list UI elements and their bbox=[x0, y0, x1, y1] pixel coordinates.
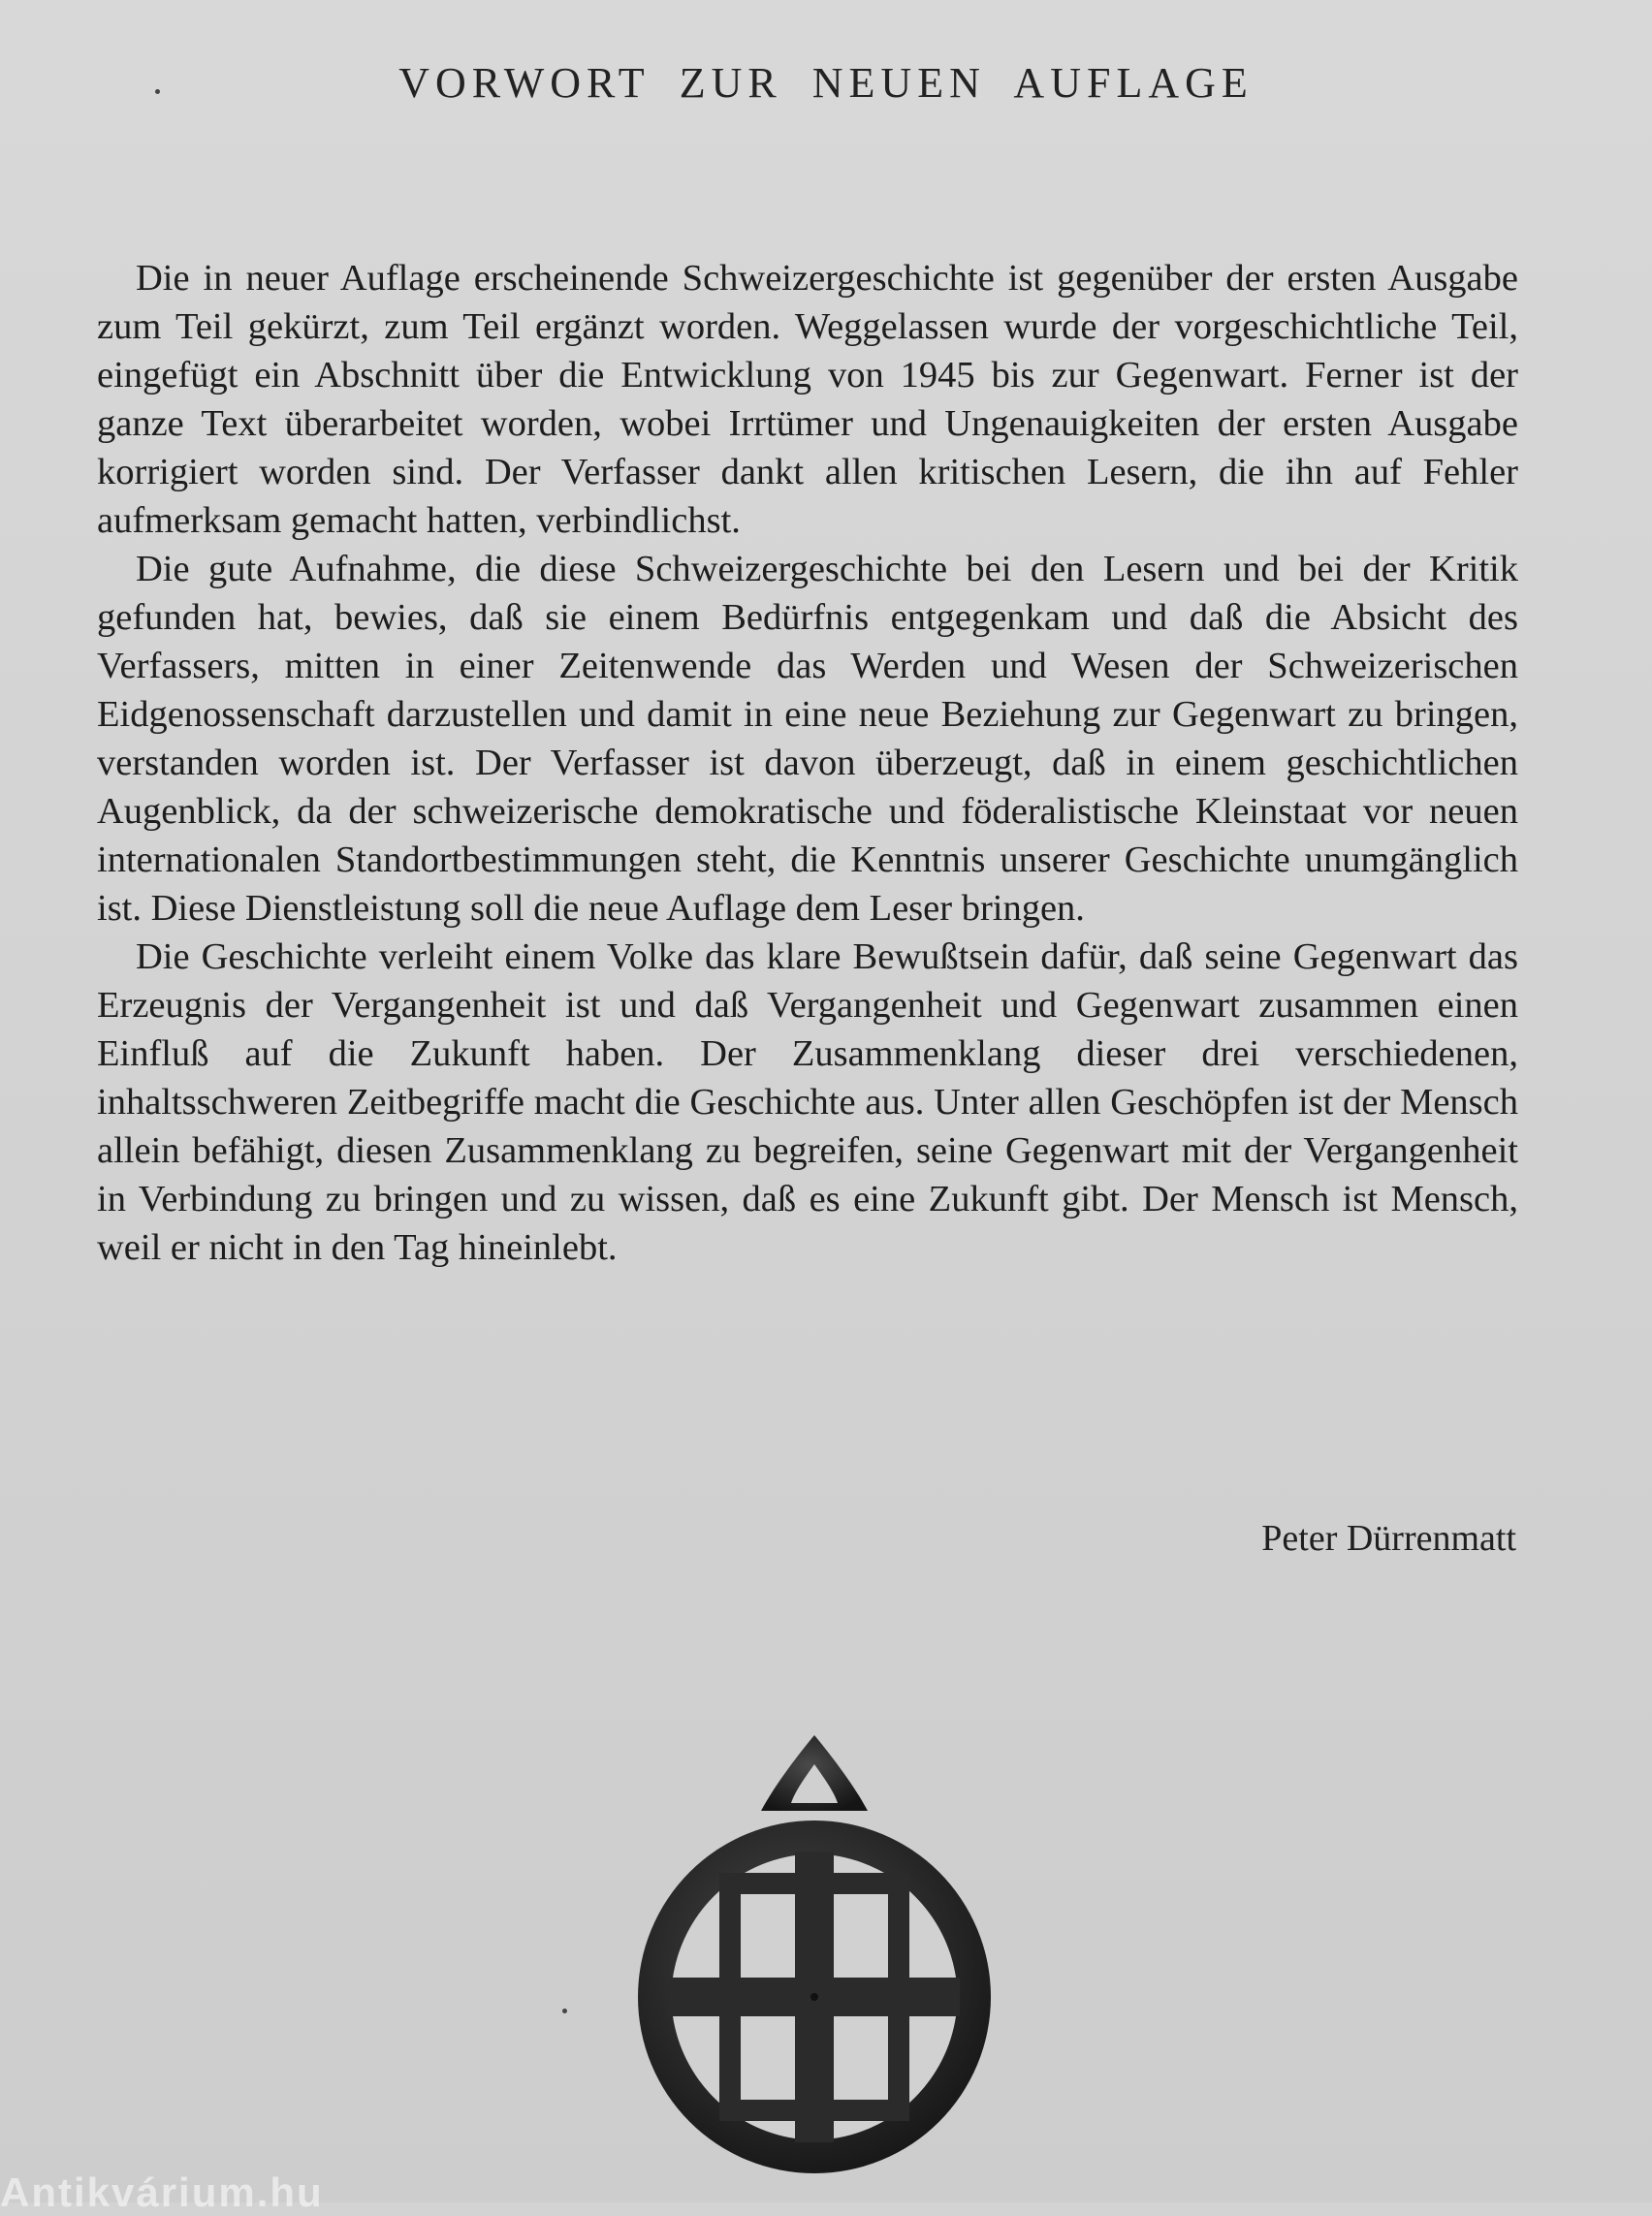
print-speck bbox=[155, 89, 160, 94]
print-speck bbox=[562, 2009, 567, 2013]
paragraph-2: Die gute Aufnahme, die diese Schweizergeschichte bei den Lesern und bei der Kritik gefunden hat, bewies, daß sie einem Bedürfnis entgegenkam und daß die Absicht des Verfassers, mitten in einer Zeitenwende das Werden und Wesen der Schweizerischen Eidgenossenschaft darzustellen und damit in eine neue Beziehung zur Gegenwart zu bringen, verstanden worden ist. Der Verfasser ist davon überzeugt, daß in einem geschichtlichen Augenblick, da der schweizerische demokratische und föderalistische Kleinstaat vor neuen internationalen Standortbestimmungen steht, die Kenntnis unserer Geschichte unumgänglich ist. Diese Dienstleistung soll die neue Auflage dem Leser bringen. bbox=[97, 549, 1518, 929]
paragraph-1: Die in neuer Auflage erscheinende Schweizergeschichte ist gegenüber der ersten Ausgabe zum Teil gekürzt, zum Teil ergänzt worden. Weggelassen wurde der vorgeschichtliche Teil, eingefügt ein Abschnitt über die Entwicklung von 1945 bis zur Gegenwart. Ferner ist der ganze Text überarbeitet worden, wobei Irrtümer und Ungenauigkeiten der ersten Ausgabe korrigiert worden sind. Der Verfasser dankt allen kritischen Lesern, die ihn auf Fehler aufmerksam gemacht hatten, verbindlichst. bbox=[97, 258, 1518, 541]
author-signature: Peter Dürrenmatt bbox=[1261, 1518, 1516, 1559]
page-title: VORWORT ZUR NEUEN AUFLAGE bbox=[398, 59, 1254, 107]
preface-text bbox=[97, 254, 1518, 1272]
paragraph-3: Die Geschichte verleiht einem Volke das klare Bewußtsein dafür, daß seine Gegenwart das Erzeugnis der Vergangenheit ist und daß Vergangenheit und Gegenwart zusammen einen Einfluß auf die Zukunft haben. Der Zusammenklang dieser drei verschiedenen, inhaltsschweren Zeitbegriffe macht die Geschichte aus. Unter allen Geschöpfen ist der Mensch allein befähigt, diesen Zusammenklang zu begreifen, seine Gegenwart mit der Vergangenheit in Verbindung zu bringen und zu wissen, daß es eine Zukunft gibt. Der Mensch ist Mensch, weil er nicht in den Tag hineinlebt. bbox=[97, 936, 1518, 1268]
cross-medallion-emblem bbox=[630, 1735, 999, 2176]
watermark-text: Antikvárium.hu bbox=[0, 2169, 324, 2215]
